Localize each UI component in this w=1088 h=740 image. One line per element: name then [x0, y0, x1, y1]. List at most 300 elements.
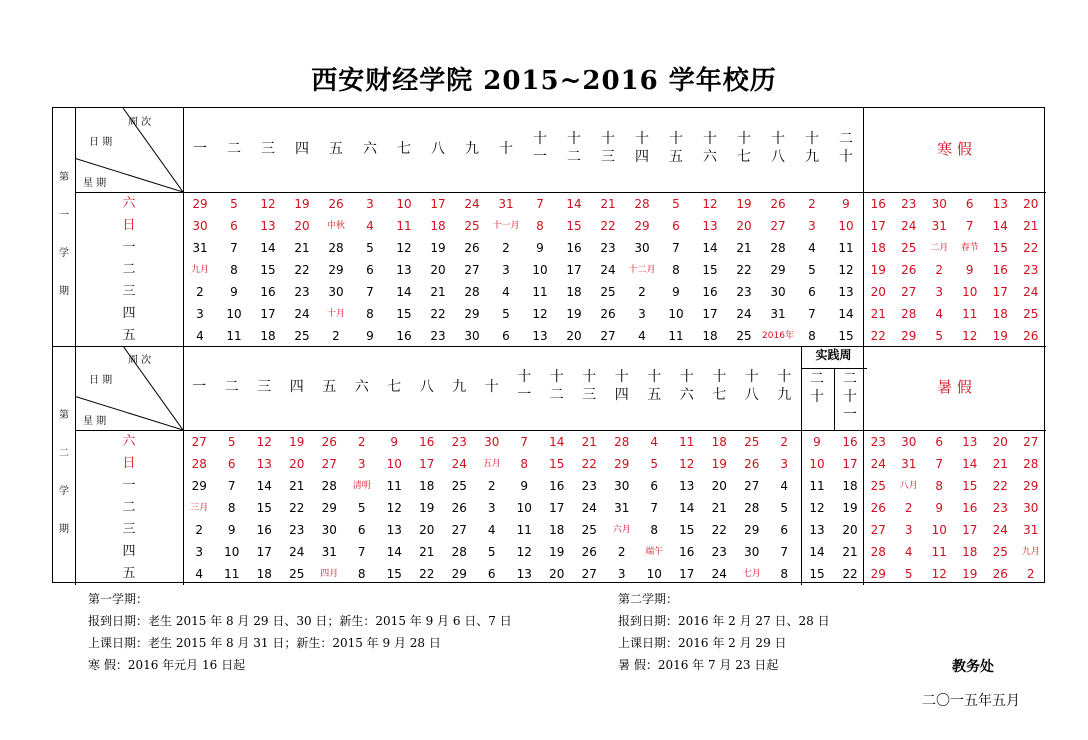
date-cell: 春节	[960, 243, 979, 253]
semester-label-char: 第	[59, 410, 69, 421]
date-cell: 27	[321, 457, 337, 471]
weekday-label: 五	[122, 328, 136, 343]
week-number-char: 六	[354, 379, 369, 395]
week-number	[541, 368, 574, 404]
week-number	[216, 378, 249, 396]
date-cell: 15	[256, 501, 272, 515]
week-number-char: 二	[567, 149, 581, 165]
date-cell: 11	[226, 329, 242, 343]
week-number	[476, 378, 509, 396]
date-cell: 16	[549, 479, 565, 493]
date-cell: 十月	[326, 309, 345, 319]
date-cell: 25	[992, 545, 1008, 559]
date-cell: 3	[502, 263, 510, 277]
date-cell: 10	[224, 545, 240, 559]
date-cell: 23	[1023, 263, 1039, 277]
week-number	[183, 140, 217, 158]
practice-week-number	[834, 370, 867, 424]
date-cell: 5	[935, 329, 944, 343]
week-number-char: 一	[193, 141, 207, 157]
date-cell: 12	[809, 501, 825, 515]
date-cell: 8	[227, 501, 236, 515]
date-cell: 18	[711, 435, 727, 449]
date-cell: 22	[870, 329, 886, 343]
date-cell: 5	[650, 457, 659, 471]
week-number-char: 十	[777, 369, 792, 385]
date-cell: 17	[962, 523, 978, 537]
date-cell: 8	[808, 329, 816, 343]
date-cell: 15	[386, 567, 402, 581]
date-cell: 23	[289, 523, 305, 537]
date-cell: 26	[992, 567, 1008, 581]
date-cell: 29	[634, 219, 650, 233]
weekday-label: 四	[122, 544, 136, 559]
date-cell: 11	[386, 479, 402, 493]
date-cell: 29	[744, 523, 760, 537]
date-cell: 9	[842, 197, 850, 211]
date-cell: 28	[870, 545, 886, 559]
date-cell: 20	[870, 285, 886, 299]
practice-week-number	[801, 370, 834, 406]
date-cell: 31	[498, 197, 514, 211]
date-cell: 20	[842, 523, 858, 537]
week-number	[795, 130, 829, 166]
week-number-char: 十	[601, 131, 615, 147]
date-cell: 4	[487, 523, 496, 537]
date-cell: 17	[992, 285, 1008, 299]
week-number	[727, 130, 761, 166]
date-cell: 13	[256, 457, 272, 471]
date-cell: 5	[487, 545, 496, 559]
date-cell: 4	[638, 329, 646, 343]
date-cell: 28	[901, 307, 917, 321]
date-cell: 29	[464, 307, 480, 321]
date-cell: 26	[464, 241, 480, 255]
date-cell: 16	[702, 285, 718, 299]
date-cell: 24	[901, 219, 917, 233]
week-number-char: 二	[843, 371, 857, 387]
week-number	[638, 368, 671, 404]
week-number-char: 六	[703, 149, 717, 165]
date-cell: 18	[962, 545, 978, 559]
date-cell: 8	[780, 567, 789, 581]
week-number-char: 九	[805, 149, 819, 165]
week-number-char: 八	[771, 149, 785, 165]
week-number-char: 十	[517, 369, 532, 385]
date-cell: 21	[430, 285, 446, 299]
date-cell: 9	[935, 501, 944, 515]
week-number-char: 五	[647, 387, 662, 403]
date-cell: 23	[451, 435, 467, 449]
date-cell: 12	[256, 435, 272, 449]
week-number	[346, 378, 379, 396]
date-cell: 十二月	[628, 265, 656, 275]
date-cell: 29	[191, 479, 207, 493]
week-header-label: 周 次	[128, 355, 152, 366]
date-cell: 12	[516, 545, 532, 559]
week-number-char: 十	[679, 369, 694, 385]
week-number-char: 七	[712, 387, 727, 403]
date-cell: 14	[256, 479, 272, 493]
date-cell: 3	[195, 545, 204, 559]
sem1-report-date: 报到日期：老生 2015 年 8 月 29 日、30 日；新生：2015 年 9 月 6 日、7 日	[88, 614, 512, 628]
week-number-char: 十	[712, 369, 727, 385]
week-number-char: 十	[647, 369, 662, 385]
week-number-char: 五	[322, 379, 337, 395]
date-cell: 23	[581, 479, 597, 493]
date-cell: 9	[813, 435, 821, 449]
date-cell: 19	[962, 567, 978, 581]
date-cell: 19	[870, 263, 886, 277]
week-number	[285, 140, 319, 158]
date-cell: 19	[566, 307, 582, 321]
date-cell: 11	[396, 219, 412, 233]
week-number-char: 十	[843, 389, 857, 405]
date-cell: 2	[357, 435, 366, 449]
date-cell: 26	[1023, 329, 1039, 343]
date-cell: 13	[396, 263, 412, 277]
date-cell: 18	[419, 479, 435, 493]
date-cell: 13	[962, 435, 978, 449]
practice-week-label: 实践周	[815, 348, 852, 362]
date-cell: 19	[289, 435, 305, 449]
date-cell: 10	[532, 263, 548, 277]
date-cell: 8	[520, 457, 529, 471]
week-number	[591, 130, 625, 166]
date-cell: 12	[532, 307, 548, 321]
week-number	[183, 378, 216, 396]
date-cell: 3	[780, 457, 789, 471]
date-cell: 3	[904, 523, 913, 537]
weekday-label: 三	[122, 284, 136, 299]
week-number	[736, 368, 769, 404]
date-cell: 13	[809, 523, 825, 537]
week-number-char: 十	[744, 369, 759, 385]
date-cell: 20	[736, 219, 752, 233]
date-cell: 30	[321, 523, 337, 537]
date-cell: 28	[451, 545, 467, 559]
date-cell: 21	[992, 457, 1008, 471]
week-number-char: 九	[452, 379, 467, 395]
date-cell: 31	[901, 457, 917, 471]
date-cell: 25	[600, 285, 616, 299]
semester-label-char: 学	[59, 486, 69, 497]
week-number	[353, 140, 387, 158]
week-number	[659, 130, 693, 166]
week-number-char: 九	[777, 387, 792, 403]
date-cell: 22	[992, 479, 1008, 493]
date-cell: 29	[870, 567, 886, 581]
date-cell: 28	[770, 241, 786, 255]
week-number-char: 四	[295, 141, 309, 157]
date-cell: 29	[321, 501, 337, 515]
date-cell: 15	[566, 219, 582, 233]
date-cell: 12	[838, 263, 854, 277]
date-cell: 5	[357, 501, 366, 515]
date-cell: 26	[870, 501, 886, 515]
date-cell: 9	[965, 263, 974, 277]
date-cell: 4	[650, 435, 659, 449]
date-cell: 3	[366, 197, 374, 211]
date-cell: 26	[901, 263, 917, 277]
date-cell: 22	[430, 307, 446, 321]
date-cell: 8	[935, 479, 944, 493]
date-cell: 15	[702, 263, 718, 277]
week-number-char: 三	[261, 141, 275, 157]
date-cell: 27	[581, 567, 597, 581]
sem2-report-date: 报到日期：2016 年 2 月 27 日、28 日	[618, 614, 830, 628]
semester-label-char: 二	[59, 448, 69, 459]
date-cell: 五月	[482, 459, 501, 469]
date-cell: 2	[617, 545, 626, 559]
date-cell: 20	[294, 219, 310, 233]
date-cell: 22	[711, 523, 727, 537]
date-cell: 7	[935, 457, 944, 471]
week-number-char: 二	[224, 379, 239, 395]
date-cell: 5	[366, 241, 374, 255]
date-cell: 12	[386, 501, 402, 515]
date-cell: 31	[1023, 523, 1039, 537]
date-cell: 10	[516, 501, 532, 515]
date-cell: 27	[870, 523, 886, 537]
date-cell: 6	[650, 479, 659, 493]
date-cell: 14	[260, 241, 276, 255]
date-cell: 21	[419, 545, 435, 559]
week-number	[703, 368, 736, 404]
date-cell: 7	[965, 219, 974, 233]
date-cell: 十一月	[492, 221, 520, 231]
vacation-label: 寒 假	[937, 140, 972, 158]
date-cell: 6	[780, 523, 789, 537]
week-number	[281, 378, 314, 396]
date-cell: 31	[192, 241, 208, 255]
date-header-label: 日 期	[89, 137, 113, 148]
date-cell: 16	[260, 285, 276, 299]
week-number-char: 十	[549, 369, 564, 385]
week-number-char: 十	[484, 379, 499, 395]
date-cell: 3	[617, 567, 626, 581]
date-cell: 9	[230, 285, 238, 299]
week-number	[217, 140, 251, 158]
week-number-char: 十	[669, 131, 683, 147]
date-cell: 16	[679, 545, 695, 559]
date-cell: 九月	[190, 265, 209, 275]
sem1-notes-title: 第一学期：	[88, 592, 149, 606]
weekday-label: 一	[122, 478, 136, 493]
date-cell: 10	[838, 219, 854, 233]
date-cell: 16	[842, 435, 858, 449]
date-cell: 二月	[930, 243, 949, 253]
sem2-notes-title: 第二学期：	[618, 592, 679, 606]
week-number-char: 四	[289, 379, 304, 395]
date-cell: 6	[935, 435, 944, 449]
date-cell: 10	[962, 285, 978, 299]
date-cell: 25	[289, 567, 305, 581]
date-cell: 20	[566, 329, 582, 343]
weekday-label: 六	[122, 434, 136, 449]
date-cell: 24	[992, 523, 1008, 537]
date-cell: 10	[386, 457, 402, 471]
date-cell: 4	[366, 219, 374, 233]
date-cell: 21	[711, 501, 727, 515]
week-number	[573, 368, 606, 404]
date-cell: 26	[321, 435, 337, 449]
date-cell: 2	[487, 479, 496, 493]
week-number-char: 四	[614, 387, 629, 403]
date-cell: 29	[192, 197, 208, 211]
date-cell: 2	[502, 241, 510, 255]
date-cell: 23	[430, 329, 446, 343]
date-cell: 25	[1023, 307, 1039, 321]
date-cell: 25	[901, 241, 917, 255]
week-number	[508, 368, 541, 404]
sem2-class-date: 上课日期：2016 年 2 月 29 日	[618, 636, 787, 650]
week-number	[671, 368, 704, 404]
week-number-char: 三	[601, 149, 615, 165]
date-cell: 5	[780, 501, 789, 515]
date-cell: 9	[390, 435, 399, 449]
date-cell: 12	[962, 329, 978, 343]
date-cell: 21	[581, 435, 597, 449]
date-cell: 15	[962, 479, 978, 493]
date-cell: 25	[294, 329, 310, 343]
date-cell: 23	[294, 285, 310, 299]
date-cell: 11	[516, 523, 532, 537]
date-cell: 14	[702, 241, 718, 255]
date-cell: 28	[634, 197, 650, 211]
date-cell: 7	[366, 285, 374, 299]
semester-label-char: 第	[59, 172, 69, 183]
date-cell: 27	[451, 523, 467, 537]
date-cell: 2	[904, 501, 913, 515]
date-cell: 5	[904, 567, 913, 581]
sem1-notes	[88, 588, 512, 676]
date-cell: 25	[870, 479, 886, 493]
calendar-table	[52, 107, 1045, 583]
vacation-label: 暑 假	[937, 378, 972, 396]
date-cell: 28	[744, 501, 760, 515]
date-cell: 24	[736, 307, 752, 321]
week-number-char: 六	[363, 141, 377, 157]
date-cell: 19	[711, 457, 727, 471]
week-number	[625, 130, 659, 166]
date-cell: 六月	[612, 525, 631, 535]
week-number-char: 十	[567, 131, 581, 147]
semester-label-char: 学	[59, 248, 69, 259]
date-cell: 12	[679, 457, 695, 471]
grid-line	[53, 346, 1046, 347]
date-cell: 31	[614, 501, 630, 515]
date-cell: 15	[396, 307, 412, 321]
date-cell: 14	[396, 285, 412, 299]
date-cell: 20	[549, 567, 565, 581]
date-cell: 13	[532, 329, 548, 343]
date-cell: 18	[842, 479, 858, 493]
week-number-char: 一	[517, 387, 532, 403]
semester-label-char: 期	[59, 524, 69, 535]
date-cell: 27	[901, 285, 917, 299]
date-cell: 21	[600, 197, 616, 211]
date-cell: 23	[600, 241, 616, 255]
week-number-char: 二	[810, 371, 824, 387]
week-number	[411, 378, 444, 396]
date-cell: 4	[808, 241, 816, 255]
sem2-notes	[618, 588, 830, 676]
week-number-char: 十	[737, 131, 751, 147]
date-cell: 25	[581, 523, 597, 537]
week-number	[387, 140, 421, 158]
date-cell: 5	[502, 307, 510, 321]
date-cell: 14	[992, 219, 1008, 233]
date-cell: 4	[780, 479, 789, 493]
date-cell: 3	[357, 457, 366, 471]
date-cell: 10	[809, 457, 825, 471]
date-cell: 21	[870, 307, 886, 321]
date-cell: 18	[992, 307, 1008, 321]
date-cell: 17	[549, 501, 565, 515]
date-cell: 13	[702, 219, 718, 233]
date-cell: 24	[294, 307, 310, 321]
date-cell: 21	[1023, 219, 1039, 233]
date-cell: 23	[992, 501, 1008, 515]
date-cell: 6	[808, 285, 816, 299]
date-cell: 20	[711, 479, 727, 493]
week-number-char: 八	[744, 387, 759, 403]
date-cell: 30	[614, 479, 630, 493]
week-number	[378, 378, 411, 396]
week-number-char: 十	[499, 141, 513, 157]
weekday-label: 二	[122, 262, 136, 277]
date-cell: 19	[294, 197, 310, 211]
date-cell: 八月	[899, 481, 918, 491]
weekday-label: 日	[122, 456, 136, 471]
date-cell: 14	[386, 545, 402, 559]
week-number	[443, 378, 476, 396]
week-number	[557, 130, 591, 166]
date-cell: 9	[672, 285, 680, 299]
date-cell: 17	[679, 567, 695, 581]
weekday-label: 一	[122, 240, 136, 255]
date-cell: 11	[668, 329, 684, 343]
week-number-char: 三	[582, 387, 597, 403]
date-cell: 6	[227, 457, 236, 471]
date-cell: 16	[419, 435, 435, 449]
date-cell: 2	[935, 263, 944, 277]
date-cell: 4	[502, 285, 510, 299]
week-number-char: 九	[465, 141, 479, 157]
week-number-char: 八	[419, 379, 434, 395]
date-cell: 31	[931, 219, 947, 233]
date-cell: 30	[901, 435, 917, 449]
week-number	[768, 368, 801, 404]
date-cell: 23	[870, 435, 886, 449]
date-cell: 6	[672, 219, 680, 233]
date-cell: 21	[736, 241, 752, 255]
date-cell: 7	[650, 501, 659, 515]
date-cell: 13	[838, 285, 854, 299]
week-number	[248, 378, 281, 396]
date-cell: 四月	[320, 569, 339, 579]
week-number-char: 一	[843, 407, 857, 423]
sem1-winter-break: 寒 假：2016 年元月 16 日起	[88, 658, 246, 672]
date-cell: 10	[226, 307, 242, 321]
date-cell: 16	[962, 501, 978, 515]
date-cell: 2016年	[762, 331, 794, 341]
date-cell: 9	[366, 329, 374, 343]
date-cell: 30	[464, 329, 480, 343]
date-cell: 30	[192, 219, 208, 233]
week-number-char: 十	[810, 389, 824, 405]
